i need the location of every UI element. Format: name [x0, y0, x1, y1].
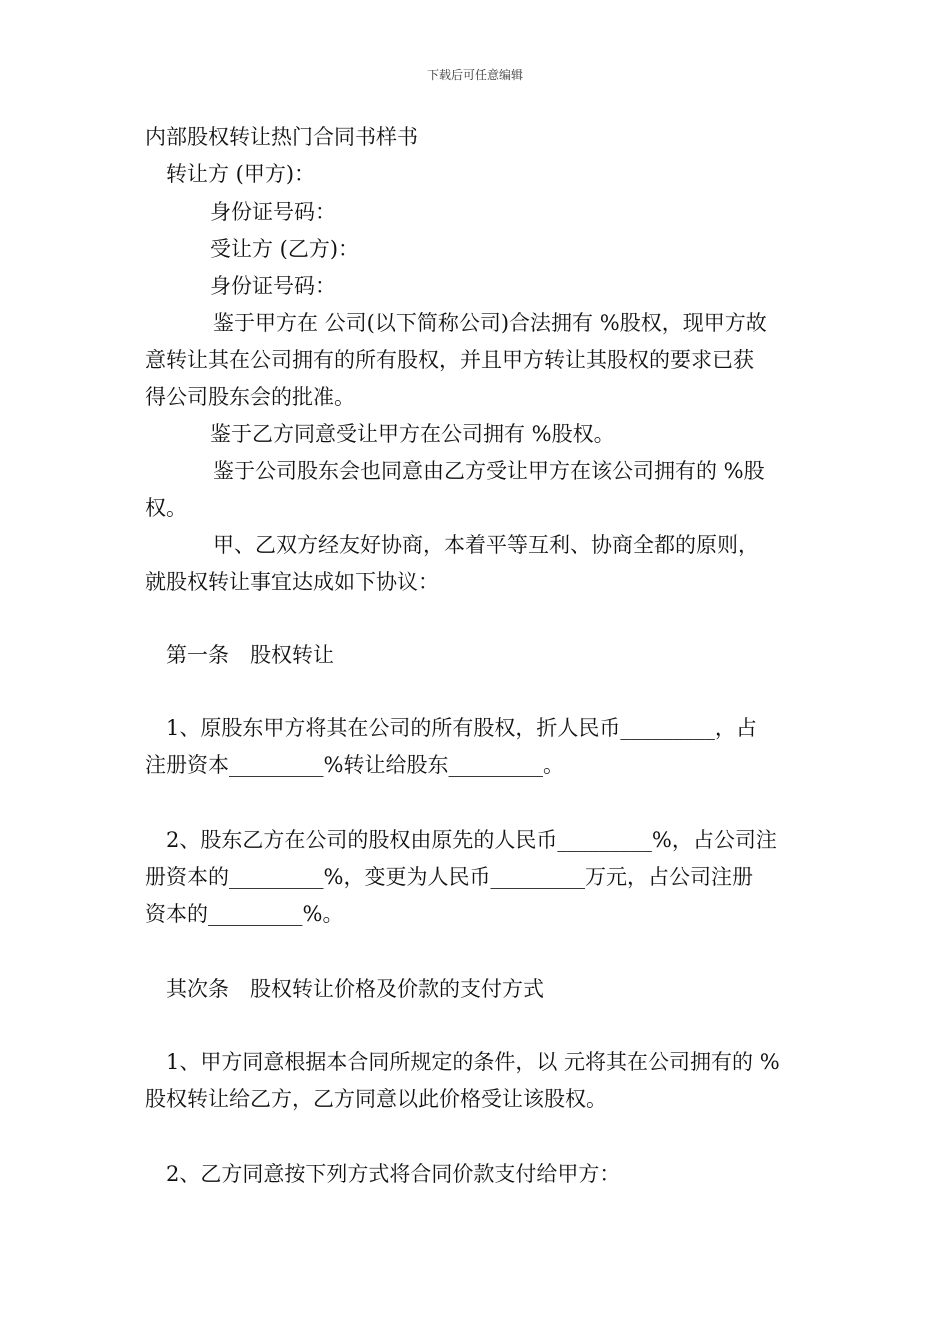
header-note: 下载后可任意编辑: [426, 68, 523, 82]
section-1-item-1-line-1: 1、原股东甲方将其在公司的所有股权，折人民币_________，占: [166, 716, 757, 740]
section-2-item-2: 2、乙方同意按下列方式将合同价款支付给甲方：: [166, 1162, 621, 1186]
section-1-item-1-line-2: 注册资本_________%转让给股东_________。: [145, 753, 564, 777]
section-1-item-2-line-1: 2、股东乙方在公司的股权由原先的人民币_________%，占公司注: [166, 828, 777, 852]
recital-1-line-3: 得公司股东会的批准。: [145, 385, 355, 409]
recital-4-line-2: 就股权转让事宜达成如下协议：: [145, 570, 439, 594]
recital-2: 鉴于乙方同意受让甲方在公司拥有 %股权。: [210, 422, 615, 446]
recital-4-line-1: 甲、乙双方经友好协商，本着平等互利、协商全都的原则，: [213, 533, 759, 557]
section-2-heading: 其次条 股权转让价格及价款的支付方式: [166, 977, 544, 1001]
section-2-item-1-line-1: 1、甲方同意根据本合同所规定的条件，以 元将其在公司拥有的 %: [166, 1050, 780, 1074]
section-1-heading: 第一条 股权转让: [166, 643, 334, 667]
recital-1-line-1: 鉴于甲方在 公司(以下简称公司)合法拥有 %股权，现甲方故: [213, 311, 767, 335]
recital-3-line-1: 鉴于公司股东会也同意由乙方受让甲方在该公司拥有的 %股: [213, 459, 765, 483]
section-1-item-2-line-3: 资本的_________%。: [145, 902, 344, 926]
party-a-label: 转让方 (甲方)：: [166, 162, 316, 186]
recital-1-line-2: 意转让其在公司拥有的所有股权，并且甲方转让其股权的要求已获: [145, 348, 754, 372]
recital-3-line-2: 权。: [145, 496, 187, 520]
party-b-label: 受让方 (乙方)：: [210, 237, 360, 261]
section-1-item-2-line-2: 册资本的_________%，变更为人民币_________万元，占公司注册: [145, 865, 753, 889]
document-title: 内部股权转让热门合同书样书: [145, 125, 418, 149]
section-2-item-1-line-2: 股权转让给乙方，乙方同意以此价格受让该股权。: [145, 1087, 607, 1111]
party-b-id-label: 身份证号码：: [210, 274, 336, 298]
party-a-id-label: 身份证号码：: [210, 200, 336, 224]
